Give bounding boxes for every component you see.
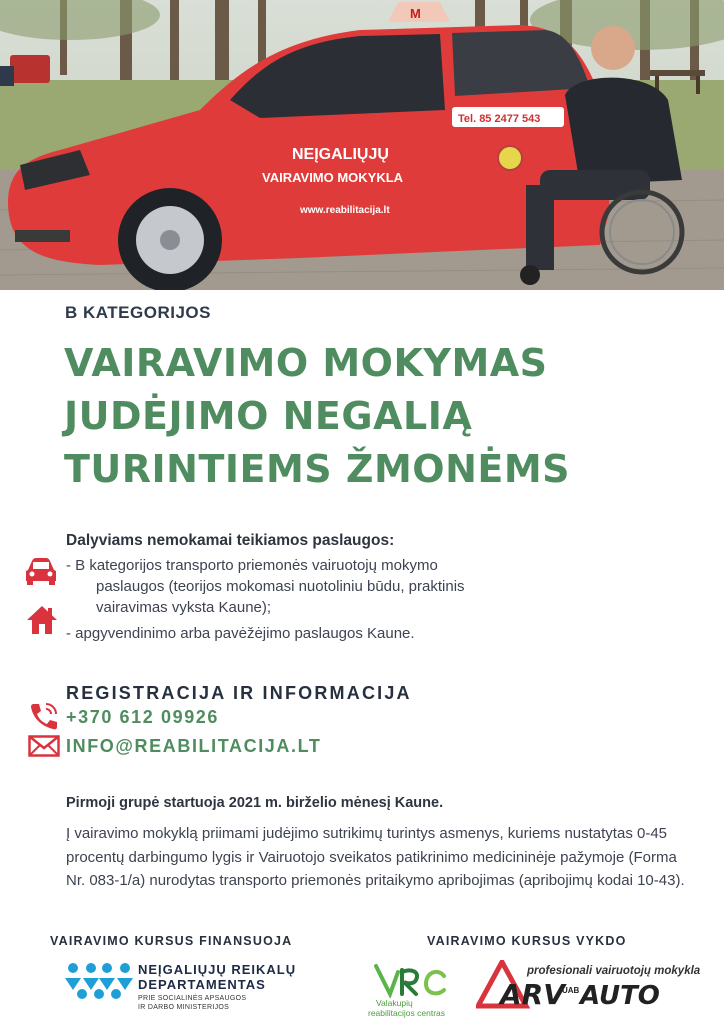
mail-icon (28, 735, 60, 757)
arv-auto-logo (476, 960, 696, 1010)
title-line-3: TURINTIEMS ŽMONĖMS (64, 447, 571, 491)
eligibility-description: Į vairavimo mokyklą priimami judėjimo sutrikimų turintys asmenys, kuriems nustatytas 0-45 procentų darbingumo lygis ir Vairuotojo sveikatos patikrinimo medicininėje pažymoje (Forma Nr. 083-1/a) nurodytas transporto priemonės pritaikymo apribojimas (apribojimų kodai 10-43). (66, 825, 685, 889)
start-note: Pirmoji grupė startuoja 2021 m. birželio mėnesį Kaune. (66, 795, 444, 811)
service-item-accommodation: - apgyvendinimo arba pavėžėjimo paslaugos Kaune. (66, 625, 415, 642)
service-item-driving-line3: vairavimas vyksta Kaune); (96, 599, 272, 616)
arv-uab: UAB (562, 986, 580, 995)
service-item-driving-line1: - B kategorijos transporto priemonės vairuotojų mokymo (66, 557, 438, 574)
car-sign-line2: VAIRAVIMO MOKYKLA (262, 170, 404, 185)
car-phone: Tel. 85 2477 543 (458, 113, 541, 125)
category-subtitle: B KATEGORIJOS (65, 303, 211, 322)
car-icon (24, 556, 58, 586)
ndd-name-line3: PRIE SOCIALINĖS APSAUGOS (138, 995, 247, 1002)
registration-heading: REGISTRACIJA IR INFORMACIJA (66, 683, 412, 703)
ndd-name-line2: DEPARTAMENTAS (138, 977, 266, 992)
phone-icon (28, 702, 58, 730)
hero-photo (0, 0, 724, 290)
car-url: www.reabilitacija.lt (300, 205, 390, 216)
vrc-name-line2: reabilitacijos centras (368, 1008, 446, 1018)
arv-name: ARV (500, 978, 565, 1010)
hero-illustration (0, 0, 724, 290)
arv-tagline: profesionali vairuotojų mokykla (527, 965, 701, 977)
title-line-2: JUDĖJIMO NEGALIĄ (64, 394, 473, 438)
service-item-driving (66, 555, 546, 618)
ndd-logo-icon (65, 960, 133, 1004)
ndd-name-line1: NEĮGALIŲJŲ REIKALŲ (138, 962, 297, 977)
arv-auto: AUTO (580, 981, 660, 1010)
contact-email[interactable]: INFO@REABILITACIJA.LT (66, 736, 322, 756)
home-icon (26, 604, 58, 636)
services-heading: Dalyviams nemokamai teikiamos paslaugos: (66, 532, 395, 549)
ndd-name-line4: IR DARBO MINISTERIJOS (138, 1004, 230, 1011)
financed-by-label: VAIRAVIMO KURSUS FINANSUOJA (50, 934, 293, 948)
vrc-logo-icon (372, 962, 452, 998)
roof-sign: M (410, 6, 421, 21)
contact-phone[interactable]: +370 612 09926 (66, 707, 220, 727)
service-item-driving-line2: paslaugos (teorijos mokomasi nuotoliniu būdu, praktinis (96, 578, 465, 595)
title-line-1: VAIRAVIMO MOKYMAS (64, 341, 548, 385)
run-by-label: VAIRAVIMO KURSUS VYKDO (427, 934, 627, 948)
page-title (64, 337, 570, 496)
vrc-name-line1: Valakupių (376, 998, 413, 1008)
car-sign-line1: NEĮGALIŲJŲ (292, 146, 389, 163)
